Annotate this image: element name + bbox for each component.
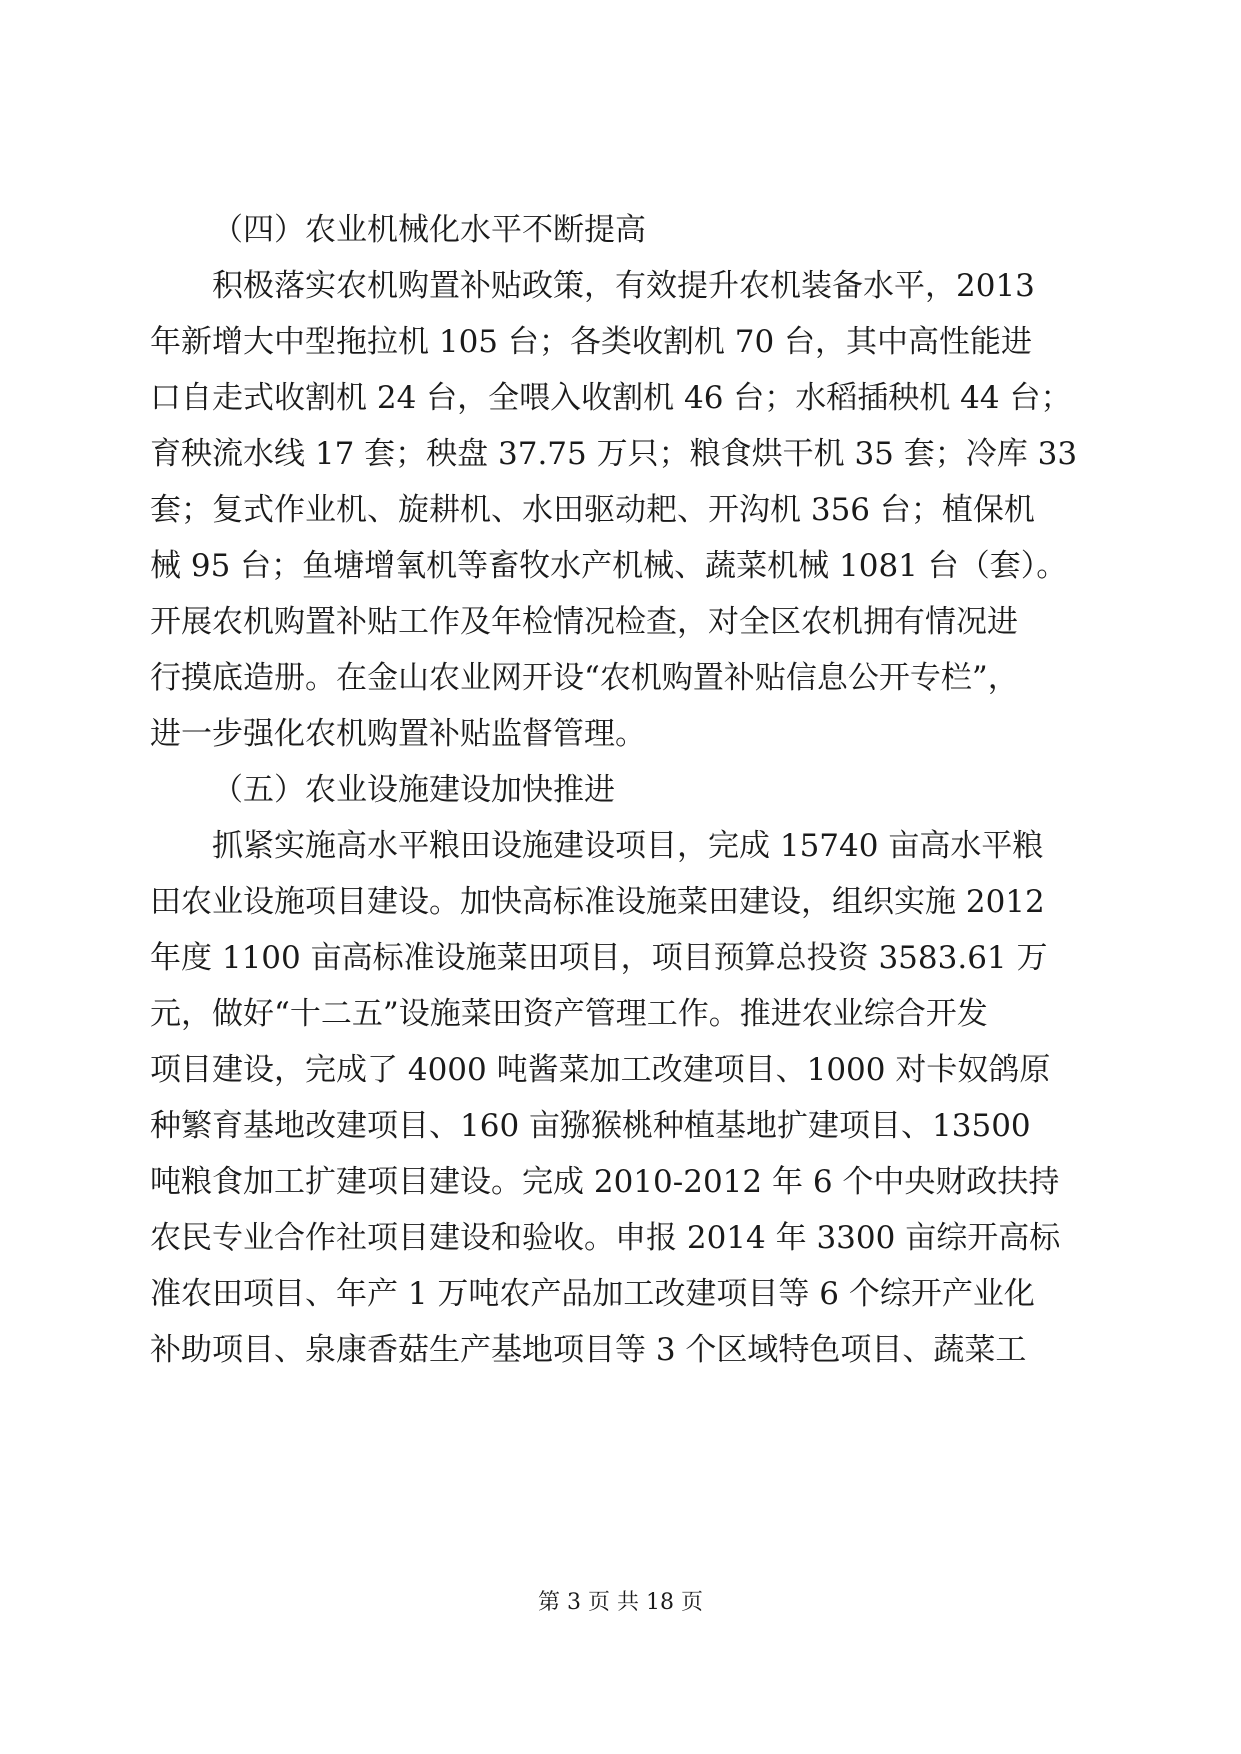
paragraph-line: 口自走式收割机 24 台，全喂入收割机 46 台；水稻插秧机 44 台； — [150, 380, 1072, 416]
paragraph-line: 农民专业合作社项目建设和验收。申报 2014 年 3300 亩综开高标 — [150, 1220, 1061, 1256]
paragraph-line: 田农业设施项目建设。加快高标准设施菜田建设，组织实施 2012 — [150, 884, 1045, 920]
paragraph-line: 械 95 台；鱼塘增氧机等畜牧水产机械、蔬菜机械 1081 台（套）。 — [150, 548, 1068, 584]
paragraph-line: 种繁育基地改建项目、160 亩猕猴桃种植基地扩建项目、13500 — [150, 1108, 1031, 1144]
paragraph-line: 开展农机购置补贴工作及年检情况检查，对全区农机拥有情况进 — [150, 604, 1018, 640]
paragraph-line: 年新增大中型拖拉机 105 台；各类收割机 70 台，其中高性能进 — [150, 324, 1033, 360]
paragraph-line: 补助项目、泉康香菇生产基地项目等 3 个区域特色项目、蔬菜工 — [150, 1332, 1027, 1368]
paragraph-line: 吨粮食加工扩建项目建设。完成 2010-2012 年 6 个中央财政扶持 — [150, 1164, 1060, 1200]
paragraph-line: 项目建设，完成了 4000 吨酱菜加工改建项目、1000 对卡奴鸽原 — [150, 1052, 1051, 1088]
paragraph-line: 育秧流水线 17 套；秧盘 37.75 万只；粮食烘干机 35 套；冷库 33 — [150, 436, 1078, 472]
section-heading-5: （五）农业设施建设加快推进 — [212, 772, 615, 808]
paragraph-line: 积极落实农机购置补贴政策，有效提升农机装备水平，2013 — [212, 268, 1035, 304]
paragraph-line: 元，做好“十二五”设施菜田资产管理工作。推进农业综合开发 — [150, 996, 988, 1032]
section-heading-4: （四）农业机械化水平不断提高 — [212, 212, 646, 248]
paragraph-line: 准农田项目、年产 1 万吨农产品加工改建项目等 6 个综开产业化 — [150, 1276, 1035, 1312]
paragraph-line: 套；复式作业机、旋耕机、水田驱动耙、开沟机 356 台；植保机 — [150, 492, 1035, 528]
paragraph-line: 进一步强化农机购置补贴监督管理。 — [150, 716, 646, 752]
page-number-footer: 第 3 页 共 18 页 — [538, 1590, 703, 1615]
paragraph-line: 抓紧实施高水平粮田设施建设项目，完成 15740 亩高水平粮 — [212, 828, 1044, 864]
paragraph-line: 年度 1100 亩高标准设施菜田项目，项目预算总投资 3583.61 万 — [150, 940, 1048, 976]
paragraph-line: 行摸底造册。在金山农业网开设“农机购置补贴信息公开专栏”， — [150, 660, 1019, 696]
